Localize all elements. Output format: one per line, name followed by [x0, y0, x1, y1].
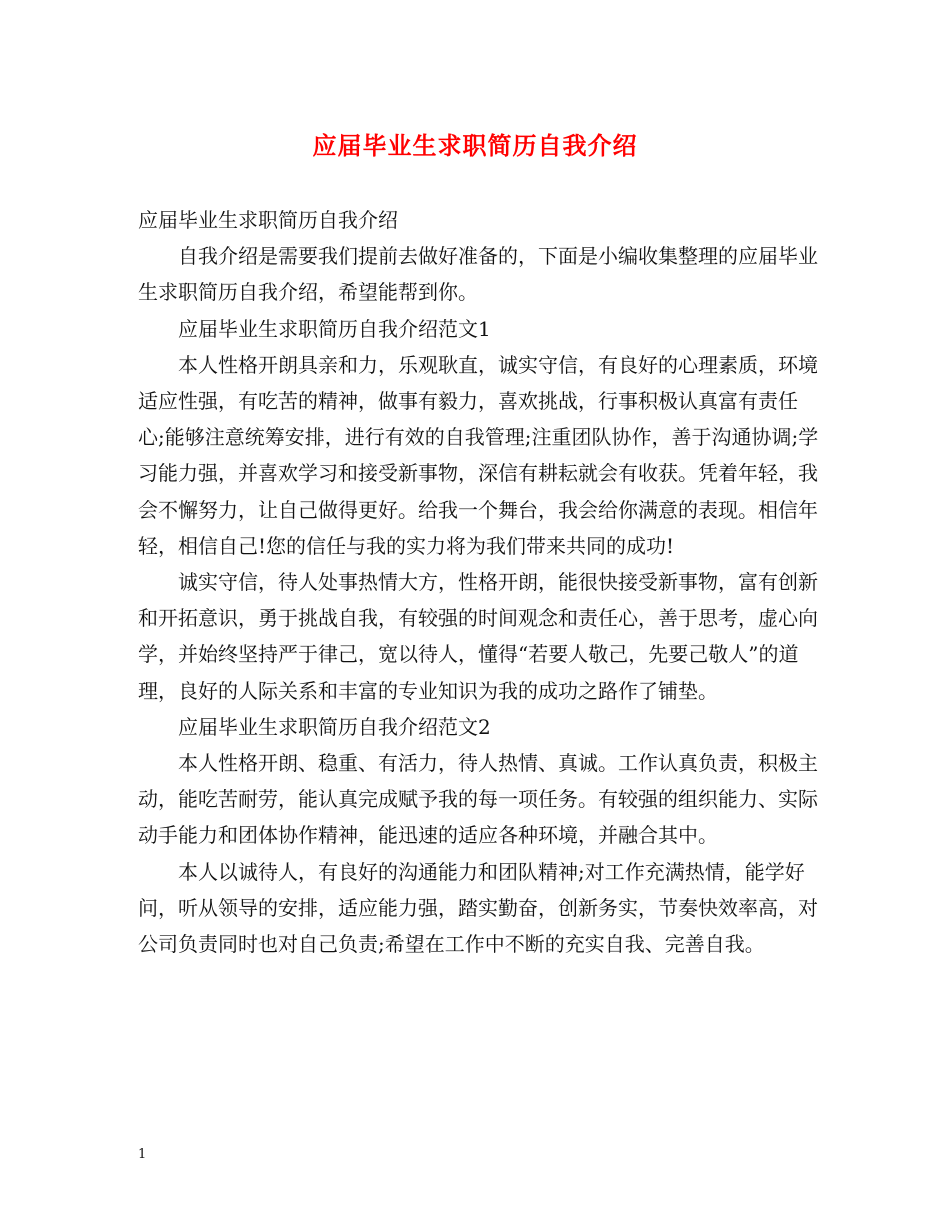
section-2-paragraph-2: 本人以诚待人，有良好的沟通能力和团队精神;对工作充满热情，能学好问，听从领导的安排，适应能力强，踏实勤奋，创新务实，节奏快效率高，对公司负责同时也对自己负责;希望在工作中不断的充实自我、完善自我。 [138, 859, 818, 957]
section-heading-1: 应届毕业生求职简历自我介绍范文1 [178, 316, 491, 341]
document-heading: 应届毕业生求职简历自我介绍 [138, 208, 398, 232]
intro-paragraph: 自我介绍是需要我们提前去做好准备的，下面是小编收集整理的应届毕业生求职简历自我介绍，希望能帮到你。 [138, 244, 818, 305]
section-1-paragraph-1: 本人性格开朗具亲和力，乐观耿直，诚实守信，有良好的心理素质，环境适应性强，有吃苦的精神，做事有毅力，喜欢挑战，行事积极认真富有责任心;能够注意统筹安排，进行有效的自我管理;注重团队协作，善于沟通协调;学习能力强，并喜欢学习和接受新事物，深信有耕耘就会有收获。凭着年轻，我会不懈努力，让自己做得更好。给我一个舞台，我会给你满意的表现。相信年轻，相信自己!您的信任与我的实力将为我们带来共同的成功! [138, 352, 819, 558]
section-heading-2: 应届毕业生求职简历自我介绍范文2 [178, 714, 491, 739]
document-title: 应届毕业生求职简历自我介绍 [312, 131, 638, 160]
section-2-paragraph-1: 本人性格开朗、稳重、有活力，待人热情、真诚。工作认真负责，积极主动，能吃苦耐劳，能认真完成赋予我的每一项任务。有较强的组织能力、实际动手能力和团体协作精神，能迅速的适应各种环境，并融合其中。 [138, 751, 818, 848]
section-1-paragraph-2: 诚实守信，待人处事热情大方，性格开朗，能很快接受新事物，富有创新和开拓意识，勇于挑战自我，有较强的时间观念和责任心，善于思考，虚心向学，并始终坚持严于律己，宽以待人，懂得“若要人敬己，先要己敬人”的道理，良好的人际关系和丰富的专业知识为我的成功之路作了铺垫。 [138, 570, 818, 703]
page-number: 1 [138, 1147, 147, 1162]
document-body [138, 202, 820, 962]
